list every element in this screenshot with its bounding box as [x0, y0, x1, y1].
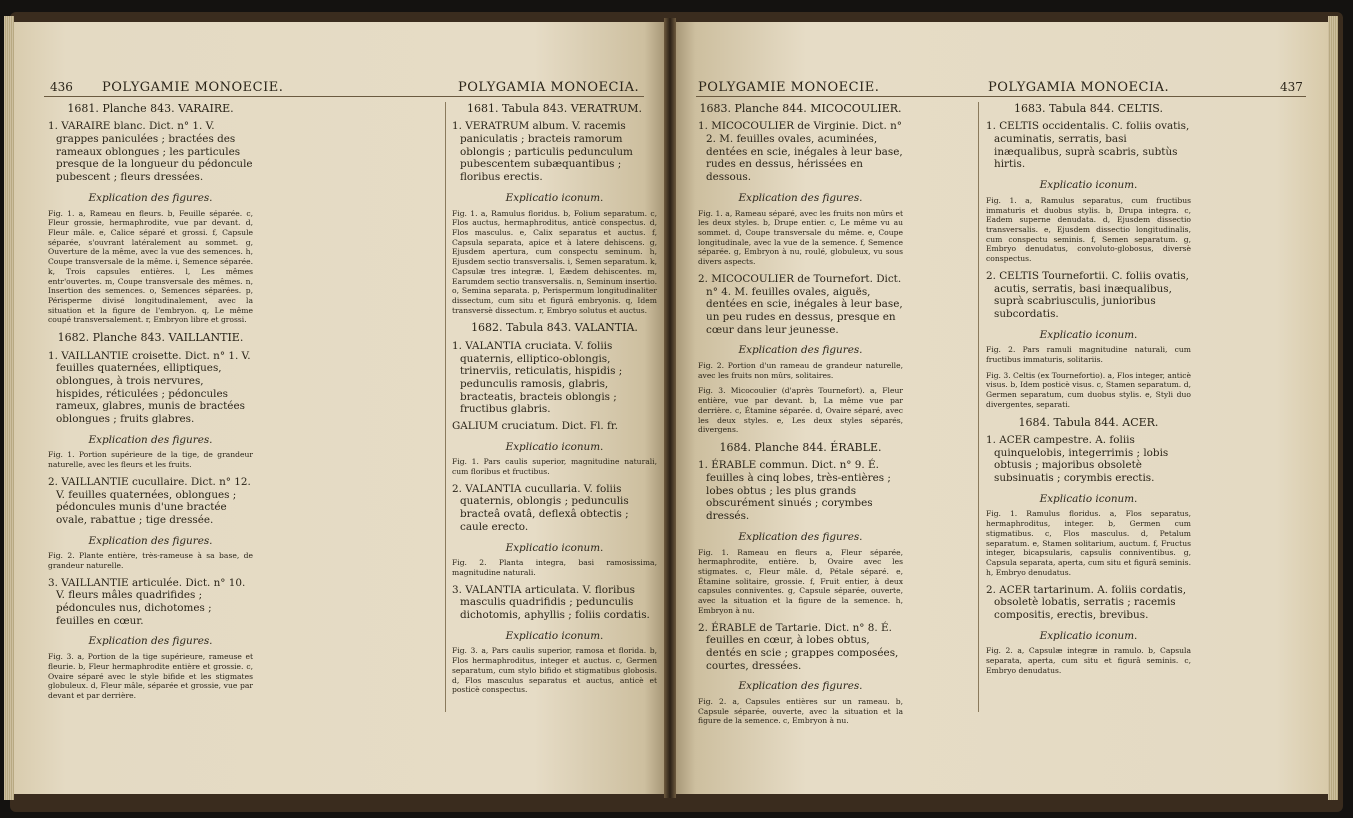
figure-caption: Fig. 1. Rameau en fleurs a, Fleur séparée, hermaphrodite, entière. b, Ovaire avec les stigmates. c, Fleur mâle. d, Pétale séparé. e, Étamine solitaire, grossie. f, Fruit entier, à deux capsules conniventes. g, Capsule séparée, ouverte, avec la situation et la figure de la semence. h, Embryon à nu. [698, 547, 903, 615]
species-description: GALIUM cruciatum. Dict. Fl. fr. [452, 419, 619, 432]
species-description: 2. MICOCOULIER de Tournefort. Dict. n° 4. M. feuilles ovales, aiguës, dentées en scie, inégales à leur base, un peu rudes en dessus, presque en cœur dans leur jeunesse. [698, 272, 903, 336]
species-description: 2. VALANTIA cucullaria. V. foliis quaternis, oblongis ; pedunculis bracteâ ovatâ, deflexâ obtectis ; caule erecto. [452, 482, 629, 533]
species-description: 1. VAILLANTIE croisette. Dict. n° 1. V. feuilles quaternées, elliptiques, oblongues, à trois nervures, hispides, réticulées ; pédoncules rameux, glabres, munis de bractées oblongues ; fruits glabres. [48, 349, 251, 425]
figure-caption: Fig. 2. Pars ramuli magnitudine naturali, cum fructibus immaturis, solitariis. [986, 345, 1191, 365]
explanation-heading: Explication des figures. [738, 530, 863, 543]
french-column [698, 102, 903, 732]
figure-caption: Fig. 3. Celtis (ex Tournefortio). a, Flos integer, anticè visus. b, Idem posticè visus. c, Stamen separatum. d, Germen separatum, cum duobus stylis. e, Styli duo divergentes, separati. [986, 370, 1191, 409]
species-description: 2. VAILLANTIE cucullaire. Dict. n° 12. V. feuilles quaternées, oblongues ; pédoncules munis d'une bractée ovale, rabattue ; tige dressée. [48, 475, 251, 526]
book-gutter [664, 18, 676, 798]
figure-caption: Fig. 1. a, Ramulus floridus. b, Folium separatum. c, Flos auctus, hermaphroditus, anticè conspectus. d, Flos masculus. e, Calix separatus et auctus. f, Capsula separata, apice et à latere dehiscens. g, Ejusdem apertura, cum conspectu seminum. h, Ejusdem sectio transversalis. i, Semen separatum. k, Capsulæ tres integræ. l, Eædem dehiscentes. m, Earumdem sectio transversalis. n, Seminum insertio. o, Semina separata. p, Perispermum longitudinaliter dissectum, cum situ et figurâ embryonis. q, Idem transversè dissectum. r, Embryo solutus et auctus. [452, 208, 657, 315]
figure-caption: Fig. 2. Planta integra, basi ramosissima, magnitudine naturali. [452, 558, 657, 577]
species-description: 2. ACER tartarinum. A. foliis cordatis, obsoletè lobatis, serratis ; racemis compositis, erectis, brevibus. [986, 583, 1187, 621]
species-description: 2. ÉRABLE de Tartarie. Dict. n° 8. É. feuilles en cœur, à lobes obtus, dentés en scie ; grappes composées, courtes, dressées. [698, 621, 899, 672]
running-head-latin: POLYGAMIA MONOECIA. [988, 80, 1170, 95]
explanation-heading: Explication des figures. [88, 635, 213, 648]
page-edges-right [1328, 16, 1338, 800]
entry-title: 1684. Planche 844. ÉRABLE. [719, 441, 882, 454]
explanation-heading: Explicatio iconum. [1039, 629, 1138, 642]
species-description: 3. VALANTIA articulata. V. floribus masculis quadrifidis ; pedunculis dichotomis, aphyllis ; foliis cordatis. [452, 583, 650, 622]
page-edges-left [4, 16, 14, 800]
entry-title: 1681. Tabula 843. VERATRUM. [467, 102, 642, 115]
explanation-heading: Explication des figures. [738, 191, 863, 204]
page-number: 436 [50, 80, 73, 94]
explanation-heading: Explicatio iconum. [505, 440, 604, 453]
left-page [14, 22, 664, 794]
explanation-heading: Explication des figures. [738, 680, 863, 693]
explanation-heading: Explication des figures. [88, 433, 213, 446]
figure-caption: Fig. 1. Pars caulis superior, magnitudine naturali, cum floribus et fructibus. [452, 457, 657, 477]
figure-caption: Fig. 1. a, Rameau en fleurs. b, Feuille séparée. c, Fleur grossie, hermaphrodite, vue par devant. d, Fleur mâle. e, Calice séparé et grossi. f, Capsule séparée, s'ouvrant latéralement au sommet. g, Ouverture de la même, avec la vue des semences. h, Coupe transversale de la même. i, Semence séparée. k, Trois capsules entières. l, Les mêmes entr'ouvertes. m, Coupe transversale des mêmes. n, Insertion des semences. o, Semences séparées. p, Périsperme divisé longitudinalement, avec la situation et la figure de l'embryon. q, Le même coupé transversalement. r, Embryon libre et grossi. [48, 208, 253, 325]
running-head-latin: POLYGAMIA MONOECIA. [458, 80, 640, 95]
species-description: 1. CELTIS occidentalis. C. foliis ovatis, acuminatis, serratis, basi inæqualibus, suprà scabris, subtùs hirtis. [986, 120, 1190, 171]
entry-title: 1682. Tabula 843. VALANTIA. [471, 321, 638, 335]
explanation-heading: Explication des figures. [738, 344, 863, 357]
column-divider [445, 102, 446, 712]
species-description: 1. ÉRABLE commun. Dict. n° 9. É. feuilles à cinq lobes, très-entières ; lobes obtus ; les plus grands obscurément sinués ; corymbes dressés. [698, 459, 891, 523]
explanation-heading: Explicatio iconum. [1039, 179, 1138, 192]
species-description: 1. VARAIRE blanc. Dict. n° 1. V. grappes paniculées ; bractées des rameaux oblongues ; les particules presque de la longueur du pédoncule pubescent ; fleurs dressées. [48, 120, 253, 184]
figure-caption: Fig. 2. a, Capsulæ integræ in ramulo. b, Capsula separata, aperta, cum situ et figurâ seminis. c, Embryo denudatus. [986, 646, 1191, 675]
running-head-french: POLYGAMIE MONOECIE. [102, 80, 284, 95]
explanation-heading: Explication des figures. [88, 191, 213, 204]
explanation-heading: Explicatio iconum. [1039, 492, 1138, 505]
figure-caption: Fig. 2. Plante entière, très-rameuse à sa base, de grandeur naturelle. [48, 551, 253, 570]
species-description: 1. VALANTIA cruciata. V. foliis quaternis, elliptico-oblongis, trinerviis, reticulatis, hispidis ; pedunculis ramosis, glabris, bracteatis, bracteis oblongis ; fructibus glabris. [452, 339, 623, 416]
explanation-heading: Explicatio iconum. [505, 191, 604, 204]
header-rule [696, 96, 1306, 97]
right-page [676, 22, 1328, 794]
entry-title: 1681. Planche 843. VARAIRE. [67, 102, 234, 115]
french-column [48, 102, 253, 707]
species-description: 1. VERATRUM album. V. racemis paniculatis ; bracteis ramorum oblongis ; particulis pedunculum pubescentem subæquantibus ; floribus erectis. [452, 120, 633, 184]
page-number: 437 [1280, 80, 1303, 94]
latin-column [986, 102, 1191, 681]
figure-caption: Fig. 1. Ramulus floridus. a, Flos separatus, hermaphroditus, integer. b, Germen cum stigmatibus. c, Flos masculus. d, Petalum separatum. e, Stamen solitarium, auctum. f, Fructus integer, bicapsularis, capsulis conniventibus. g, Capsula separata, aperta, cum situ et figurâ seminis. h, Embryo denudatus. [986, 509, 1191, 577]
figure-caption: Fig. 3. a, Portion de la tige supérieure, rameuse et fleurie. b, Fleur hermaphrodite entière et grossie. c, Ovaire séparé avec le style bifide et les stigmates globuleux. d, Fleur mâle, séparée et grossie, vue par devant et par derrière. [48, 652, 253, 700]
figure-caption: Fig. 1. Portion supérieure de la tige, de grandeur naturelle, avec les fleurs et les fruits. [48, 450, 253, 470]
entry-title: 1683. Tabula 844. CELTIS. [1014, 102, 1163, 115]
species-description: 3. VAILLANTIE articulée. Dict. n° 10. V. fleurs mâles quadrifides ; pédoncules nus, dichotomes ; feuilles en cœur. [48, 576, 246, 627]
figure-caption: Fig. 1. a, Ramulus separatus, cum fructibus immaturis et duobus stylis. b, Drupa integra. c, Eadem superne denudata. d, Ejusdem dissectio transversalis. e, Ejusdem dissectio longitudinalis, cum conspectu seminis. f, Semen separatum. g, Embryo denudatus, convoluto-globosus, diversè conspectus. [986, 195, 1191, 264]
explanation-heading: Explicatio iconum. [1039, 328, 1138, 341]
column-divider [978, 102, 979, 712]
explanation-heading: Explicatio iconum. [505, 629, 604, 642]
figure-caption: Fig. 2. Portion d'un rameau de grandeur naturelle, avec les fruits non mûrs, solitaires. [698, 360, 903, 380]
explanation-heading: Explicatio iconum. [505, 541, 604, 554]
species-description: 1. MICOCOULIER de Virginie. Dict. n° 2. M. feuilles ovales, acuminées, dentées en scie, inégales à leur base, rudes en dessus, hérissées en dessous. [698, 120, 903, 184]
running-head-french: POLYGAMIE MONOECIE. [698, 80, 880, 95]
entry-title: 1684. Tabula 844. ACER. [1018, 415, 1159, 429]
explanation-heading: Explication des figures. [88, 534, 213, 547]
species-description: 1. ACER campestre. A. foliis quinquelobis, integerrimis ; lobis obtusis ; majoribus obsoletè subsinuatis ; corymbis erectis. [986, 434, 1169, 485]
figure-caption: Fig. 1. a, Rameau séparé, avec les fruits non mûrs et les deux styles. b, Drupe entier. c, Le même vu au sommet. d, Coupe transversale du même. e, Coupe longitudinale, avec la vue de la semence. f, Semence séparée. g, Embryon à nu, roulé, globuleux, vu sous divers aspects. [698, 208, 903, 267]
header-rule [44, 96, 644, 97]
species-description: 2. CELTIS Tournefortii. C. foliis ovatis, acutis, serratis, basi inæqualibus, suprà scabriusculis, junioribus subcordatis. [986, 269, 1189, 320]
latin-column [452, 102, 657, 701]
entry-title: 1683. Planche 844. MICOCOULIER. [699, 102, 902, 115]
entry-title: 1682. Planche 843. VAILLANTIE. [57, 331, 244, 345]
figure-caption: Fig. 2. a, Capsules entières sur un rameau. b, Capsule séparée, ouverte, avec la situation et la figure de la semence. c, Embryon à nu. [698, 697, 903, 726]
figure-caption: Fig. 3. Micocoulier (d'après Tournefort). a, Fleur entière, vue par devant. b, La même vue par derrière. c, Étamine séparée. d, Ovaire séparé, avec les deux styles. e, Les deux styles séparés, divergens. [698, 386, 903, 435]
figure-caption: Fig. 3. a, Pars caulis superior, ramosa et florida. b, Flos hermaphroditus, integer et auctus. c, Germen separatum, cum stylo bifido et stigmatibus globosis. d, Flos masculus separatus et auctus, anticè et posticè conspectus. [452, 646, 657, 695]
